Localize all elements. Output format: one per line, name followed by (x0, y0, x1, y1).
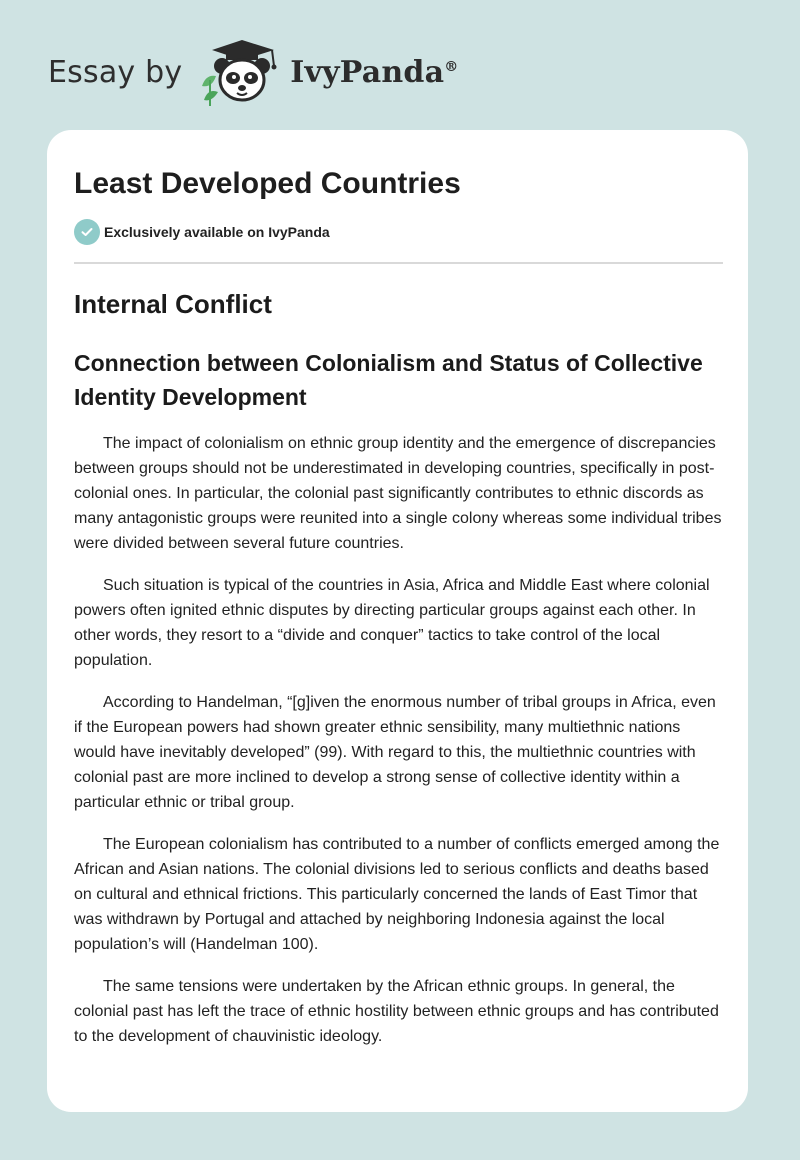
article-title: Least Developed Countries (74, 167, 461, 200)
exclusive-badge (74, 218, 722, 246)
divider (74, 262, 723, 264)
subsection-heading: Connection between Colonialism and Status of Collective Identity Development (74, 350, 703, 410)
brand-prefix: Essay by (48, 54, 183, 90)
paragraph: The same tensions were undertaken by the African ethnic groups. In general, the colonial past has left the trace of ethnic hostility between ethnic groups and has contributed to the development of chauvinistic ideology. (74, 978, 719, 1045)
paragraph: According to Handelman, “[g]iven the enormous number of tribal groups in Africa, even if the European powers had shown greater ethnic sensibility, many multiethnic nations would have inevitably developed” (99). With regard to this, the multiethnic countries with colonial past are more inclined to develop a strong sense of collective identity within a particular ethnic or tribal group. (74, 694, 716, 811)
exclusive-badge-label: Exclusively available on IvyPanda (104, 224, 330, 240)
check-circle-icon (74, 219, 100, 245)
panda-logo-icon (192, 36, 288, 108)
paragraph: Such situation is typical of the countries in Asia, Africa and Middle East where colonial powers often ignited ethnic disputes by directing particular groups against each other. In other words, they resort to a “divide and conquer” tactics to take control of the local population. (74, 577, 710, 669)
article-body (74, 431, 722, 1049)
site-brand[interactable] (48, 36, 508, 108)
article-card (47, 130, 748, 1112)
section-heading: Internal Conflict (74, 289, 272, 319)
paragraph: The European colonialism has contributed to a number of conflicts emerged among the African and Asian nations. The colonial divisions led to serious conflicts and deaths based on cultural and ethnical frictions. This particularly concerned the lands of East Timor that was withdrawn by Portugal and attached by neighboring Indonesia against the local population’s will (Handelman 100). (74, 836, 720, 953)
brand-name: IvyPanda® (290, 54, 459, 90)
paragraph: The impact of colonialism on ethnic group identity and the emergence of discrepancies between groups should not be underestimated in developing countries, specifically in post-colonial ones. In particular, the colonial past significantly contributes to ethnic discords as many antagonistic groups were reunited into a single colony whereas some individual tribes were divided between several future countries. (74, 435, 722, 552)
